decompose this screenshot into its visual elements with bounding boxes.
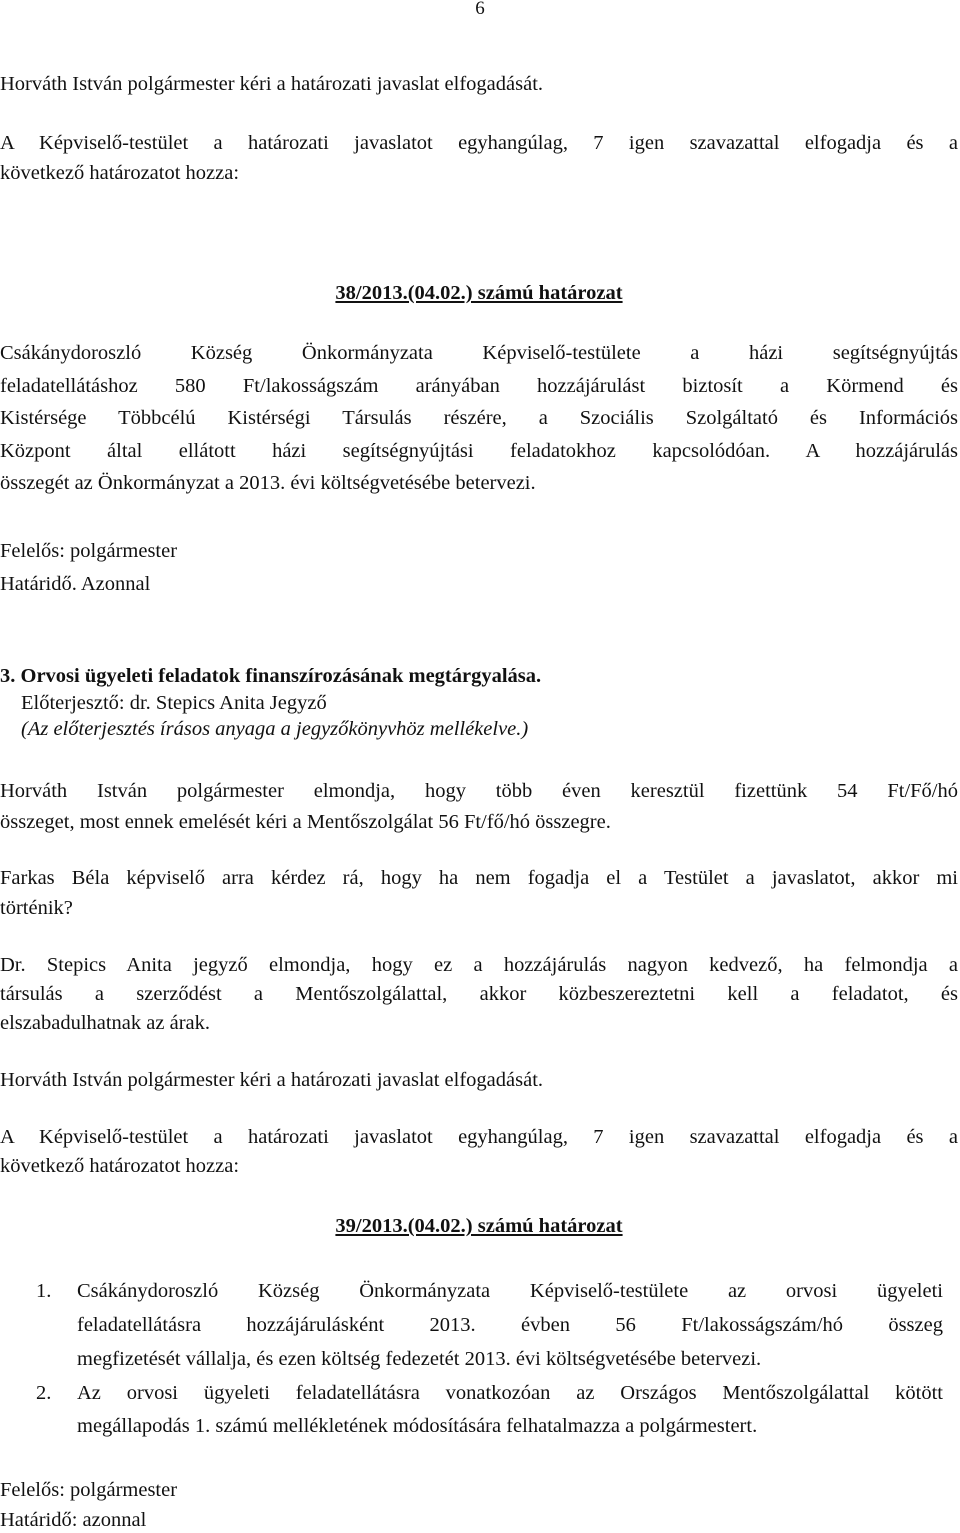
section-3-p1-line1: Horváth István polgármester elmondja, hogy több éven keresztül fizettünk 54 Ft/Fő/hó bbox=[0, 780, 958, 802]
resolution-38-line1: Csákánydoroszló Község Önkormányzata Képviselő-testülete a házi segítségnyújtás bbox=[0, 342, 958, 364]
paragraph-vote-line2: következő határozatot hozza: bbox=[0, 162, 240, 184]
resolution-38-line3: Kistérsége Többcélú Kistérségi Társulás részére, a Szociális Szolgáltató és Információs bbox=[0, 407, 958, 429]
resolution-39-title: 39/2013.(04.02.) számú határozat bbox=[335, 1215, 623, 1237]
resolution-38-title: 38/2013.(04.02.) számú határozat bbox=[335, 282, 623, 304]
paragraph-mayor-request: Horváth István polgármester kéri a határozati javaslat elfogadását. bbox=[0, 73, 544, 95]
resolution-39-item2-line2: megállapodás 1. számú mellékletének módosítására felhatalmazza a polgármestert. bbox=[77, 1415, 758, 1437]
resolution-39-responsible: Felelős: polgármester bbox=[0, 1479, 178, 1501]
section-3-title: Orvosi ügyeleti feladatok finanszírozásának megtárgyalása. bbox=[20, 665, 542, 687]
resolution-39-item2-line1: Az orvosi ügyeleti feladatellátásra vonatkozóan az Országos Mentőszolgálattal kötött bbox=[77, 1382, 943, 1404]
section-3-p1-line2: összeget, most ennek emelését kéri a Mentőszolgálat 56 Ft/fő/hó összegre. bbox=[0, 811, 611, 833]
section-3-number: 3. bbox=[0, 665, 16, 687]
section-3-p2-line2: történik? bbox=[0, 897, 73, 919]
resolution-39-item1-line3: megfizetését vállalja, és ezen költség fedezetét 2013. évi költségvetésébe betervezi. bbox=[77, 1348, 762, 1370]
section-3-heading bbox=[0, 664, 958, 688]
section-3-presenter: Előterjesztő: dr. Stepics Anita Jegyző bbox=[21, 692, 327, 714]
resolution-39-item1-line2: feladatellátásra hozzájárulásként 2013. évben 56 Ft/lakosságszám/hó összeg bbox=[77, 1314, 943, 1336]
section-3-note: (Az előterjesztés írásos anyaga a jegyzőkönyvhöz mellékelve.) bbox=[21, 718, 529, 740]
section-3-p5-line1: A Képviselő-testület a határozati javaslatot egyhangúlag, 7 igen szavazattal elfogadja és a bbox=[0, 1126, 958, 1148]
section-3-p4: Horváth István polgármester kéri a határozati javaslat elfogadását. bbox=[0, 1069, 544, 1091]
resolution-38-deadline: Határidő. Azonnal bbox=[0, 573, 151, 595]
resolution-39-item2-number: 2. bbox=[36, 1382, 52, 1404]
resolution-38-line5: összegét az Önkormányzat a 2013. évi költségvetésébe betervezi. bbox=[0, 472, 536, 494]
resolution-39-item1-line1: Csákánydoroszló Község Önkormányzata Képviselő-testülete az orvosi ügyeleti bbox=[77, 1280, 943, 1302]
section-3-p3-line3: elszabadulhatnak az árak. bbox=[0, 1012, 211, 1034]
paragraph-vote-line1: A Képviselő-testület a határozati javaslatot egyhangúlag, 7 igen szavazattal elfogadja és a bbox=[0, 132, 958, 154]
section-3-p2-line1: Farkas Béla képviselő arra kérdez rá, hogy ha nem fogadja el a Testület a javaslatot, akkor mi bbox=[0, 867, 958, 889]
resolution-38-responsible: Felelős: polgármester bbox=[0, 540, 178, 562]
resolution-39-item1-number: 1. bbox=[36, 1280, 52, 1302]
page-number: 6 bbox=[475, 0, 485, 19]
section-3-p3-line1: Dr. Stepics Anita jegyző elmondja, hogy ez a hozzájárulás nagyon kedvező, ha felmondja a bbox=[0, 954, 958, 976]
section-3-p3-line2: társulás a szerződést a Mentőszolgálattal, akkor közbeszereztetni kell a feladatot, és bbox=[0, 983, 958, 1005]
resolution-39-deadline: Határidő: azonnal bbox=[0, 1509, 147, 1531]
resolution-38-line2: feladatellátáshoz 580 Ft/lakosságszám arányában hozzájárulást biztosít a Körmend és bbox=[0, 375, 958, 397]
resolution-38-line4: Központ által ellátott házi segítségnyújtási feladatokhoz kapcsolódóan. A hozzájárulás bbox=[0, 440, 958, 462]
section-3-p5-line2: következő határozatot hozza: bbox=[0, 1155, 240, 1177]
